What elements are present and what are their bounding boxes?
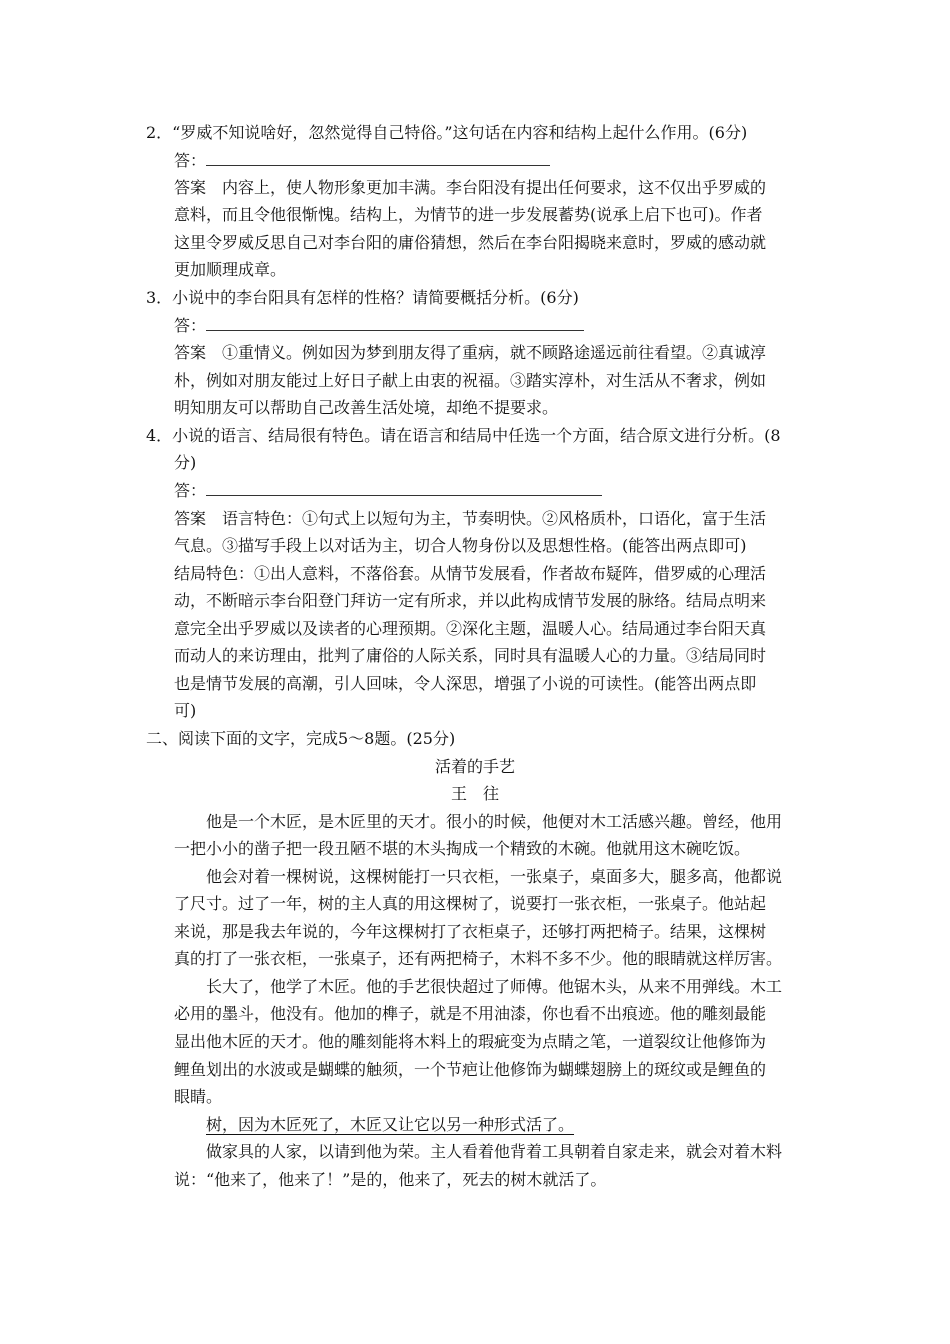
story-paragraph-line: 他是一个木匠，是木匠里的天才。很小的时候，他便对木工活感兴趣。曾经，他用 — [174, 812, 783, 831]
question-2-answer-field — [174, 150, 550, 172]
question-4-answer-line: 也是情节发展的高潮，引人回味，令人深思，增强了小说的可读性。(能答出两点即 — [174, 674, 757, 693]
question-3-answer-line: 朴，例如对朋友能过上好日子献上由衷的祝福。③踏实淳朴，对生活从不奢求，例如 — [174, 371, 767, 390]
question-2-answer-line: 意料，而且令他很惭愧。结构上，为情节的进一步发展蓄势(说承上启下也可)。作者 — [174, 205, 763, 224]
question-2-answer-line: 这里令罗威反思自己对李台阳的庸俗猜想，然后在李台阳揭晓来意时，罗威的感动就 — [174, 233, 767, 252]
question-3-answer-line: 答案 ①重情义。例如因为梦到朋友得了重病，就不顾路途遥远前往看望。②真诚淳 — [174, 343, 767, 362]
answer-prefix: 答： — [174, 316, 207, 335]
underlined-sentence — [206, 1114, 574, 1136]
story-author: 王 往 — [450, 784, 499, 803]
story-paragraph-line: 一把小小的凿子把一段丑陋不堪的木头掏成一个精致的木碗。他就用这木碗吃饭。 — [174, 839, 751, 858]
question-3-title: 3．小说中的李台阳具有怎样的性格？请简要概括分析。(6分) — [146, 288, 579, 307]
story-paragraph-line: 鲤鱼划出的水波或是蝴蝶的触须，一个节疤让他修饰为蝴蝶翅膀上的斑纹或是鲤鱼的 — [174, 1060, 767, 1079]
question-4-answer-line: 气息。③描写手段上以对话为主，切合人物身份以及思想性格。(能答出两点即可) — [174, 536, 747, 555]
answer-prefix: 答： — [174, 481, 207, 500]
story-paragraph-line: 眼睛。 — [174, 1087, 223, 1106]
question-2-answer-line: 更加顺理成章。 — [174, 260, 287, 279]
story-paragraph-line: 显出他木匠的天才。他的雕刻能将木料上的瑕疵变为点睛之笔，一道裂纹让他修饰为 — [174, 1032, 767, 1051]
question-4-answer-line: 意完全出乎罗威以及读者的心理预期。②深化主题，温暖人心。结局通过李台阳天真 — [174, 619, 767, 638]
section-heading: 二、阅读下面的文字，完成5～8题。(25分) — [146, 729, 456, 748]
story-paragraph-line: 长大了，他学了木匠。他的手艺很快超过了师傅。他锯木头，从来不用弹线。木工 — [174, 977, 783, 996]
answer-blank — [206, 316, 584, 331]
question-4-answer-line: 可) — [174, 701, 197, 720]
answer-blank — [206, 481, 602, 496]
story-paragraph-line: 他会对着一棵树说，这棵树能打一只衣柜，一张桌子，桌面多大，腿多高，他都说 — [174, 867, 783, 886]
question-3-answer-field — [174, 315, 584, 337]
underlined-sentence-text: 树，因为木匠死了，木匠又让它以另一种形式活了。 — [206, 1115, 575, 1134]
question-4-title-continuation: 分) — [174, 453, 197, 472]
question-4-answer-line: 结局特色：①出人意料，不落俗套。从情节发展看，作者故布疑阵，借罗威的心理活 — [174, 564, 767, 583]
question-4-answer-line: 而动人的来访理由，批判了庸俗的人际关系，同时具有温暖人心的力量。③结局同时 — [174, 646, 767, 665]
question-2-title: 2．“罗威不知说啥好，忽然觉得自己特俗。”这句话在内容和结构上起什么作用。(6分) — [146, 123, 748, 142]
story-paragraph-line: 真的打了一张衣柜，一张桌子，还有两把椅子，木料不多不少。他的眼睛就这样厉害。 — [174, 949, 783, 968]
answer-prefix: 答： — [174, 151, 207, 170]
question-3-answer-line: 明知朋友可以帮助自己改善生活处境，却绝不提要求。 — [174, 398, 559, 417]
story-paragraph-line: 说：“他来了，他来了！”是的，他来了，死去的树木就活了。 — [174, 1170, 607, 1189]
story-paragraph-line: 必用的墨斗，他没有。他加的榫子，就是不用油漆，你也看不出痕迹。他的雕刻最能 — [174, 1004, 767, 1023]
answer-blank — [206, 151, 550, 166]
question-4-answer-field — [174, 480, 602, 502]
question-4-title: 4．小说的语言、结局很有特色。请在语言和结局中任选一个方面，结合原文进行分析。(8 — [146, 426, 781, 445]
story-title: 活着的手艺 — [434, 757, 515, 776]
question-4-answer-line: 动，不断暗示李台阳登门拜访一定有所求，并以此构成情节发展的脉络。结局点明来 — [174, 591, 767, 610]
story-paragraph-line: 做家具的人家，以请到他为荣。主人看着他背着工具朝着自家走来，就会对着木料 — [174, 1142, 783, 1161]
story-paragraph-line: 来说，那是我去年说的，今年这棵树打了衣柜桌子，还够打两把椅子。结果，这棵树 — [174, 922, 767, 941]
question-2-answer-line: 答案 内容上，使人物形象更加丰满。李台阳没有提出任何要求，这不仅出乎罗威的 — [174, 178, 767, 197]
question-4-answer-line: 答案 语言特色：①句式上以短句为主，节奏明快。②风格质朴，口语化，富于生活 — [174, 509, 767, 528]
story-paragraph-line: 了尺寸。过了一年，树的主人真的用这棵树了，说要打一张衣柜，一张桌子。他站起 — [174, 894, 767, 913]
